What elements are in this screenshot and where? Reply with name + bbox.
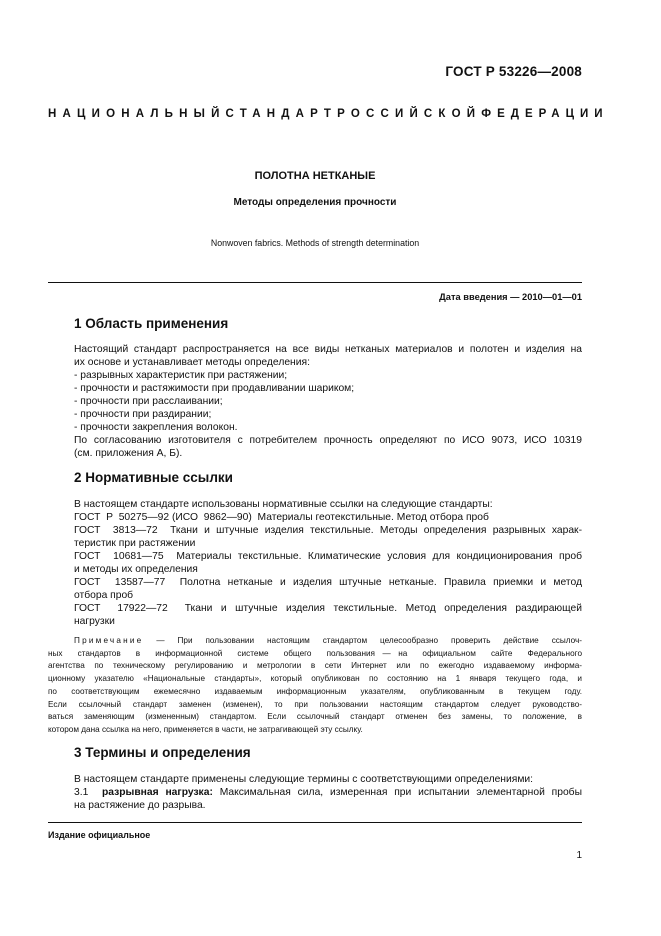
english-title: Nonwoven fabrics. Methods of strength determination <box>210 238 420 248</box>
methods-list <box>74 369 582 434</box>
term-definition <box>74 786 582 799</box>
section-3-heading: 3 Термины и определения <box>74 745 251 760</box>
reference-item: ГОСТ Р 50275—92 (ИСО 9862—90) Материалы геотекстильные. Метод отбора проб <box>74 512 489 523</box>
section-1-body <box>74 343 582 460</box>
paragraph-line: По согласованию изготовителя с потребителем прочность определяют по ИСО 9073, ИСО 10319 <box>74 435 582 446</box>
section-2-body <box>74 498 582 628</box>
note-first-line <box>74 635 582 648</box>
reference-item: ГОСТ 17922—72 Ткани и штучные изделия текстильные. Метод определения раздирающей <box>74 603 582 614</box>
note-block <box>48 635 582 737</box>
page-number: 1 <box>576 850 582 861</box>
reference-item-cont: и методы их определения <box>74 564 198 575</box>
section-1-heading: 1 Область применения <box>74 316 229 331</box>
list-item: - прочности при раздирании; <box>74 409 212 420</box>
list-item: - разрывных характеристик при растяжении; <box>74 370 288 381</box>
edition-label: Издание официальное <box>48 830 151 840</box>
term-name: разрывная нагрузка: <box>102 787 213 798</box>
reference-item-cont: теристик при растяжении <box>74 538 196 549</box>
note-line: Если ссылочный стандарт заменен (изменен), то при пользовании настоящим стандартом следует руководство- <box>48 699 582 709</box>
note-line: ционному указателю «Национальные стандарты», который опубликован по состоянию на 1 января текущего года, и <box>48 674 582 684</box>
reference-item-cont: нагрузки <box>74 616 115 627</box>
reference-item: ГОСТ 3813—72 Ткани и штучные изделия текстильные. Методы определения разрывных харак- <box>74 525 582 536</box>
reference-item-cont: отбора проб <box>74 590 134 601</box>
note-line: по соответствующим ежемесячно издаваемым информационным указателям, опубликованным в текущем году. <box>48 686 582 696</box>
paragraph-line: В настоящем стандарте использованы нормативные ссылки на следующие стандарты: <box>74 499 493 510</box>
section-2-heading: 2 Нормативные ссылки <box>74 470 233 485</box>
national-standard-banner <box>48 108 609 120</box>
term-definition-cont: на растяжение до разрыва. <box>74 800 206 811</box>
banner-word: НАЦИОНАЛЬНЫЙ <box>48 108 226 120</box>
reference-item: ГОСТ 10681—75 Материалы текстильные. Климатические условия для кондиционирования проб <box>74 551 582 562</box>
note-text: — При пользовании настоящим стандартом целесообразно проверить действие ссылоч- <box>143 636 582 645</box>
introduction-date: Дата введения — 2010—01—01 <box>439 292 582 302</box>
section-3-body <box>74 773 582 812</box>
note-label: Примечание <box>74 636 144 645</box>
top-divider <box>48 282 582 283</box>
paragraph-line: их основе и устанавливает методы определения: <box>74 357 310 368</box>
list-item: - прочности закрепления волокон. <box>74 422 238 433</box>
paragraph-line: В настоящем стандарте применены следующие термины с соответствующими определениями: <box>74 774 534 785</box>
banner-word: СТАНДАРТ <box>225 108 338 120</box>
term-number: 3.1 <box>74 787 102 798</box>
note-line: ных стандартов в информационной системе общего пользования — на официальном сайте Федерального <box>48 648 582 658</box>
paragraph-line: Настоящий стандарт распространяется на все виды нетканых материалов и полотен и изделия на <box>74 344 582 355</box>
banner-word: РОССИЙСКОЙ <box>337 108 482 120</box>
gost-code: ГОСТ Р 53226—2008 <box>445 64 582 79</box>
document-subtitle: Методы определения прочности <box>233 197 397 208</box>
reference-item: ГОСТ 13587—77 Полотна нетканые и изделия штучные нетканые. Правила приемки и метод <box>74 577 582 588</box>
footer-divider <box>48 822 582 823</box>
note-line: котором дана ссылка на него, применяется в части, не затрагивающей эту ссылку. <box>48 724 363 734</box>
banner-word: ФЕДЕРАЦИИ <box>481 108 609 120</box>
list-item: - прочности при расслаивании; <box>74 396 223 407</box>
paragraph-line: (см. приложения А, Б). <box>74 448 183 459</box>
term-definition-text: Максимальная сила, измеренная при испытании элементарной пробы <box>212 787 582 798</box>
document-title: ПОЛОТНА НЕТКАНЫЕ <box>254 170 376 182</box>
note-line: ваться заменяющим (измененным) стандартом. Если ссылочный стандарт отменен без замены, то положение, в <box>48 712 582 722</box>
list-item: - прочности и растяжимости при продавливании шариком; <box>74 383 355 394</box>
note-line: агентства по техническому регулированию и метрологии в сети Интернет или по ежегодно издаваемому информа- <box>48 661 582 671</box>
